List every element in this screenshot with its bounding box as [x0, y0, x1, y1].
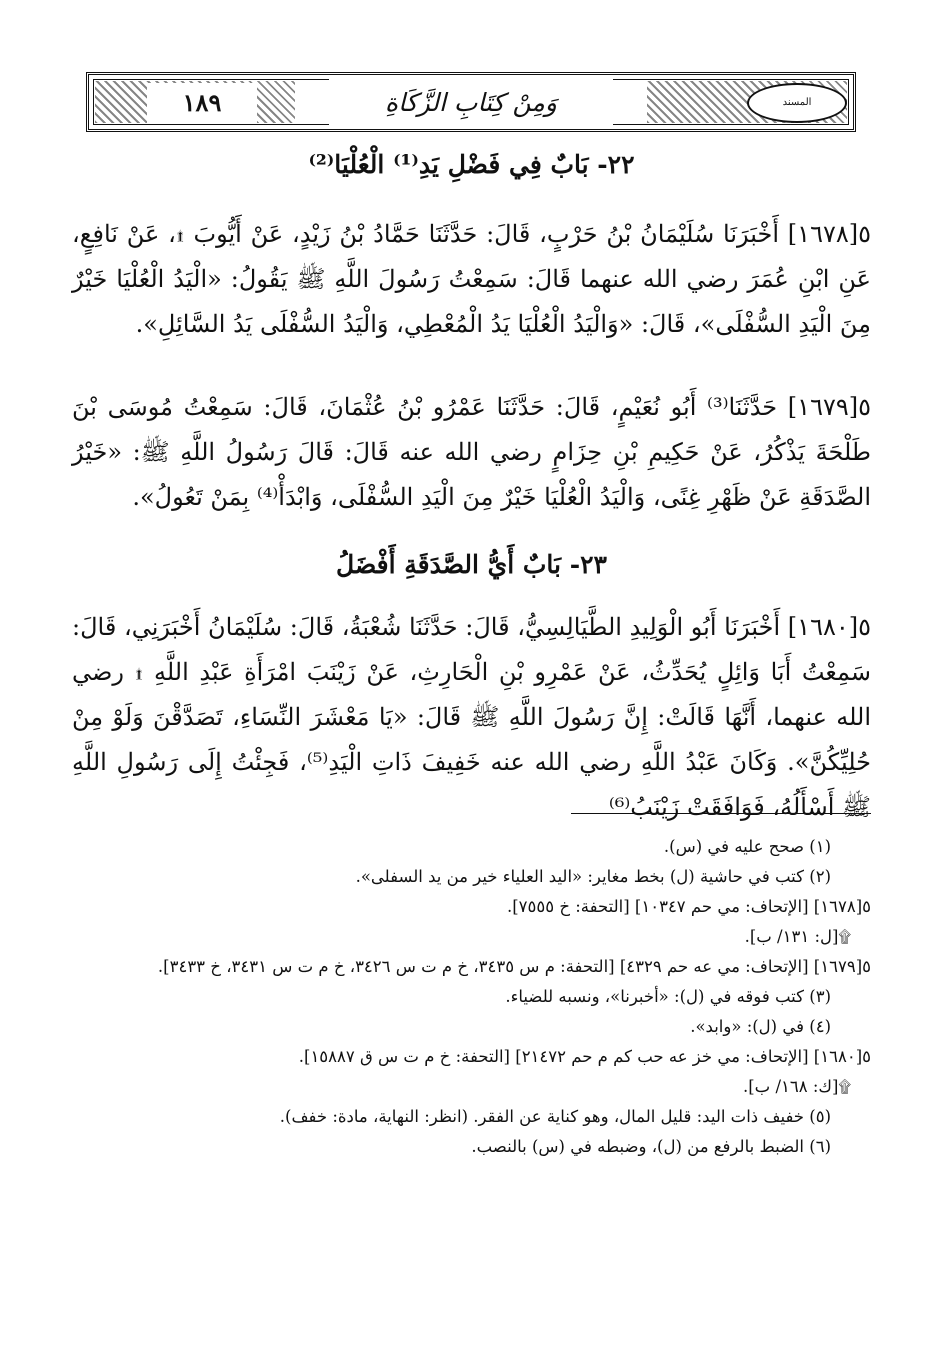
- page-number: ١٨٩: [147, 83, 257, 123]
- footnote-separator: [571, 813, 871, 814]
- hadith-1678: ٥[١٦٧٨] أَخْبَرَنَا سُلَيْمَانُ بْنُ حَرْبٍ، قَالَ: حَدَّثَنَا حَمَّادُ بْنُ زَيْدٍ، عَنْ أَيُّوبَ ۩، عَنْ نَافِعٍ، عَنِ ابْنِ عُمَرَ رضي الله عنهما قَالَ: سَمِعْتُ رَسُولَ اللَّهِ ﷺ يَقُولُ: «الْيَدُ الْعُلْيَا خَيْرٌ مِنَ الْيَدِ السُّفْلَى»، قَالَ: «وَالْيَدُ الْعُلْيَا يَدُ الْمُعْطِي، وَالْيَدُ السُّفْلَى يَدُ السَّائِلِ».: [72, 220, 871, 338]
- footnote-3: (٣) كتب فوقه في (ل): «أخبرنا»، ونسبه للضياء.: [505, 987, 831, 1006]
- footnote-6: (٦) الضبط بالرفع من (ل)، وضبطه في (س) بالنصب.: [471, 1137, 831, 1156]
- manuscript-ref-1: ۩[ل: ١٣١/ ب].: [744, 927, 851, 946]
- footnote-2: (٢) كتب في حاشية (ل) بخط مغاير: «اليد العلياء خير من يد السفلى».: [355, 867, 831, 886]
- hadith-1680: ٥[١٦٨٠] أَخْبَرَنَا أَبُو الْوَلِيدِ الطَّيَالِسِيُّ، قَالَ: حَدَّثَنَا شُعْبَةُ، قَالَ: سُلَيْمَانُ أَخْبَرَنِي، قَالَ: سَمِعْتُ أَبَا وَائِلٍ يُحَدِّثُ، عَنْ عَمْرِو بْنِ الْحَارِثِ، عَنْ زَيْنَبَ امْرَأَةِ عَبْدِ اللَّهِ ۩ رضي الله عنهما، أَنَّهَا قَالَتْ: إِنَّ رَسُولَ اللَّهِ ﷺ قَالَ: «يَا مَعْشَرَ النِّسَاءِ، تَصَدَّقْنَ وَلَوْ مِنْ حُلِيِّكُنَّ». وَكَانَ عَبْدُ اللَّهِ رضي الله عنه خَفِيفَ ذَاتِ الْيَدِ⁽⁵⁾، فَجِئْتُ إِلَى رَسُولِ اللَّهِ ﷺ أَسْأَلُهُ، فَوَافَقَتْ زَيْنَبُ⁽⁶⁾: [72, 613, 872, 821]
- manuscript-ref-2: ۩[ك: ١٦٨/ ب].: [742, 1077, 851, 1096]
- footnote-1: (١) صحح عليه في (س).: [663, 837, 831, 856]
- hadith-1679: ٥[١٦٧٩] حَدَّثَنَا⁽³⁾ أَبُو نُعَيْمٍ، قَالَ: حَدَّثَنَا عَمْرُو بْنُ عُثْمَانَ، قَالَ: سَمِعْتُ مُوسَى بْنَ طَلْحَةَ يَذْكُرُ، عَنْ حَكِيمِ بْنِ حِزَامٍ رضي الله عنه قَالَ: قَالَ رَسُولُ اللَّهِ ﷺ: «خَيْرُ الصَّدَقَةِ عَنْ ظَهْرِ غِنًى، وَالْيَدُ الْعُلْيَا خَيْرٌ مِنَ الْيَدِ السُّفْلَى، وَابْدَأْ⁽⁴⁾ بِمَنْ تَعُولُ».: [72, 393, 871, 511]
- chapter-heading-22: ٢٢- بَابٌ فِي فَضْلِ يَدِ⁽¹⁾ الْعُلْيَا⁽²⁾: [308, 150, 635, 179]
- source-note-1679: ٥[١٦٧٩] [الإتحاف: مي عه حم ٤٣٢٩] [التحفة: م س ٣٤٣٥، خ م ت س ٣٤٢٦، خ م ت س ٣٤٣١، خ ٣٤٣٣].: [157, 957, 871, 976]
- footnotes: [72, 832, 871, 1162]
- footnote-5: (٥) خفيف ذات اليد: قليل المال، وهو كناية عن الفقر. (انظر: النهاية، مادة: خفف).: [279, 1107, 831, 1126]
- footnote-4: (٤) في (ل): «وابد».: [690, 1017, 831, 1036]
- chapter-heading-23: ٢٣- بَابٌ أَيُّ الصَّدَقَةِ أَفْضَلُ: [336, 550, 607, 579]
- source-note-1680: ٥[١٦٨٠] [الإتحاف: مي خز عه حب كم م حم ٢١٤٧٢] [التحفة: خ م ت س ق ١٥٨٨٧].: [298, 1047, 871, 1066]
- source-note-1678: ٥[١٦٧٨] [الإتحاف: مي حم ١٠٣٤٧] [التحفة: خ ٧٥٥٥].: [506, 897, 871, 916]
- running-title: وَمِنْ كِتَابِ الزَّكَاةِ: [329, 79, 613, 127]
- header-emblem-right: المسند: [747, 83, 847, 123]
- page-header: [86, 72, 856, 132]
